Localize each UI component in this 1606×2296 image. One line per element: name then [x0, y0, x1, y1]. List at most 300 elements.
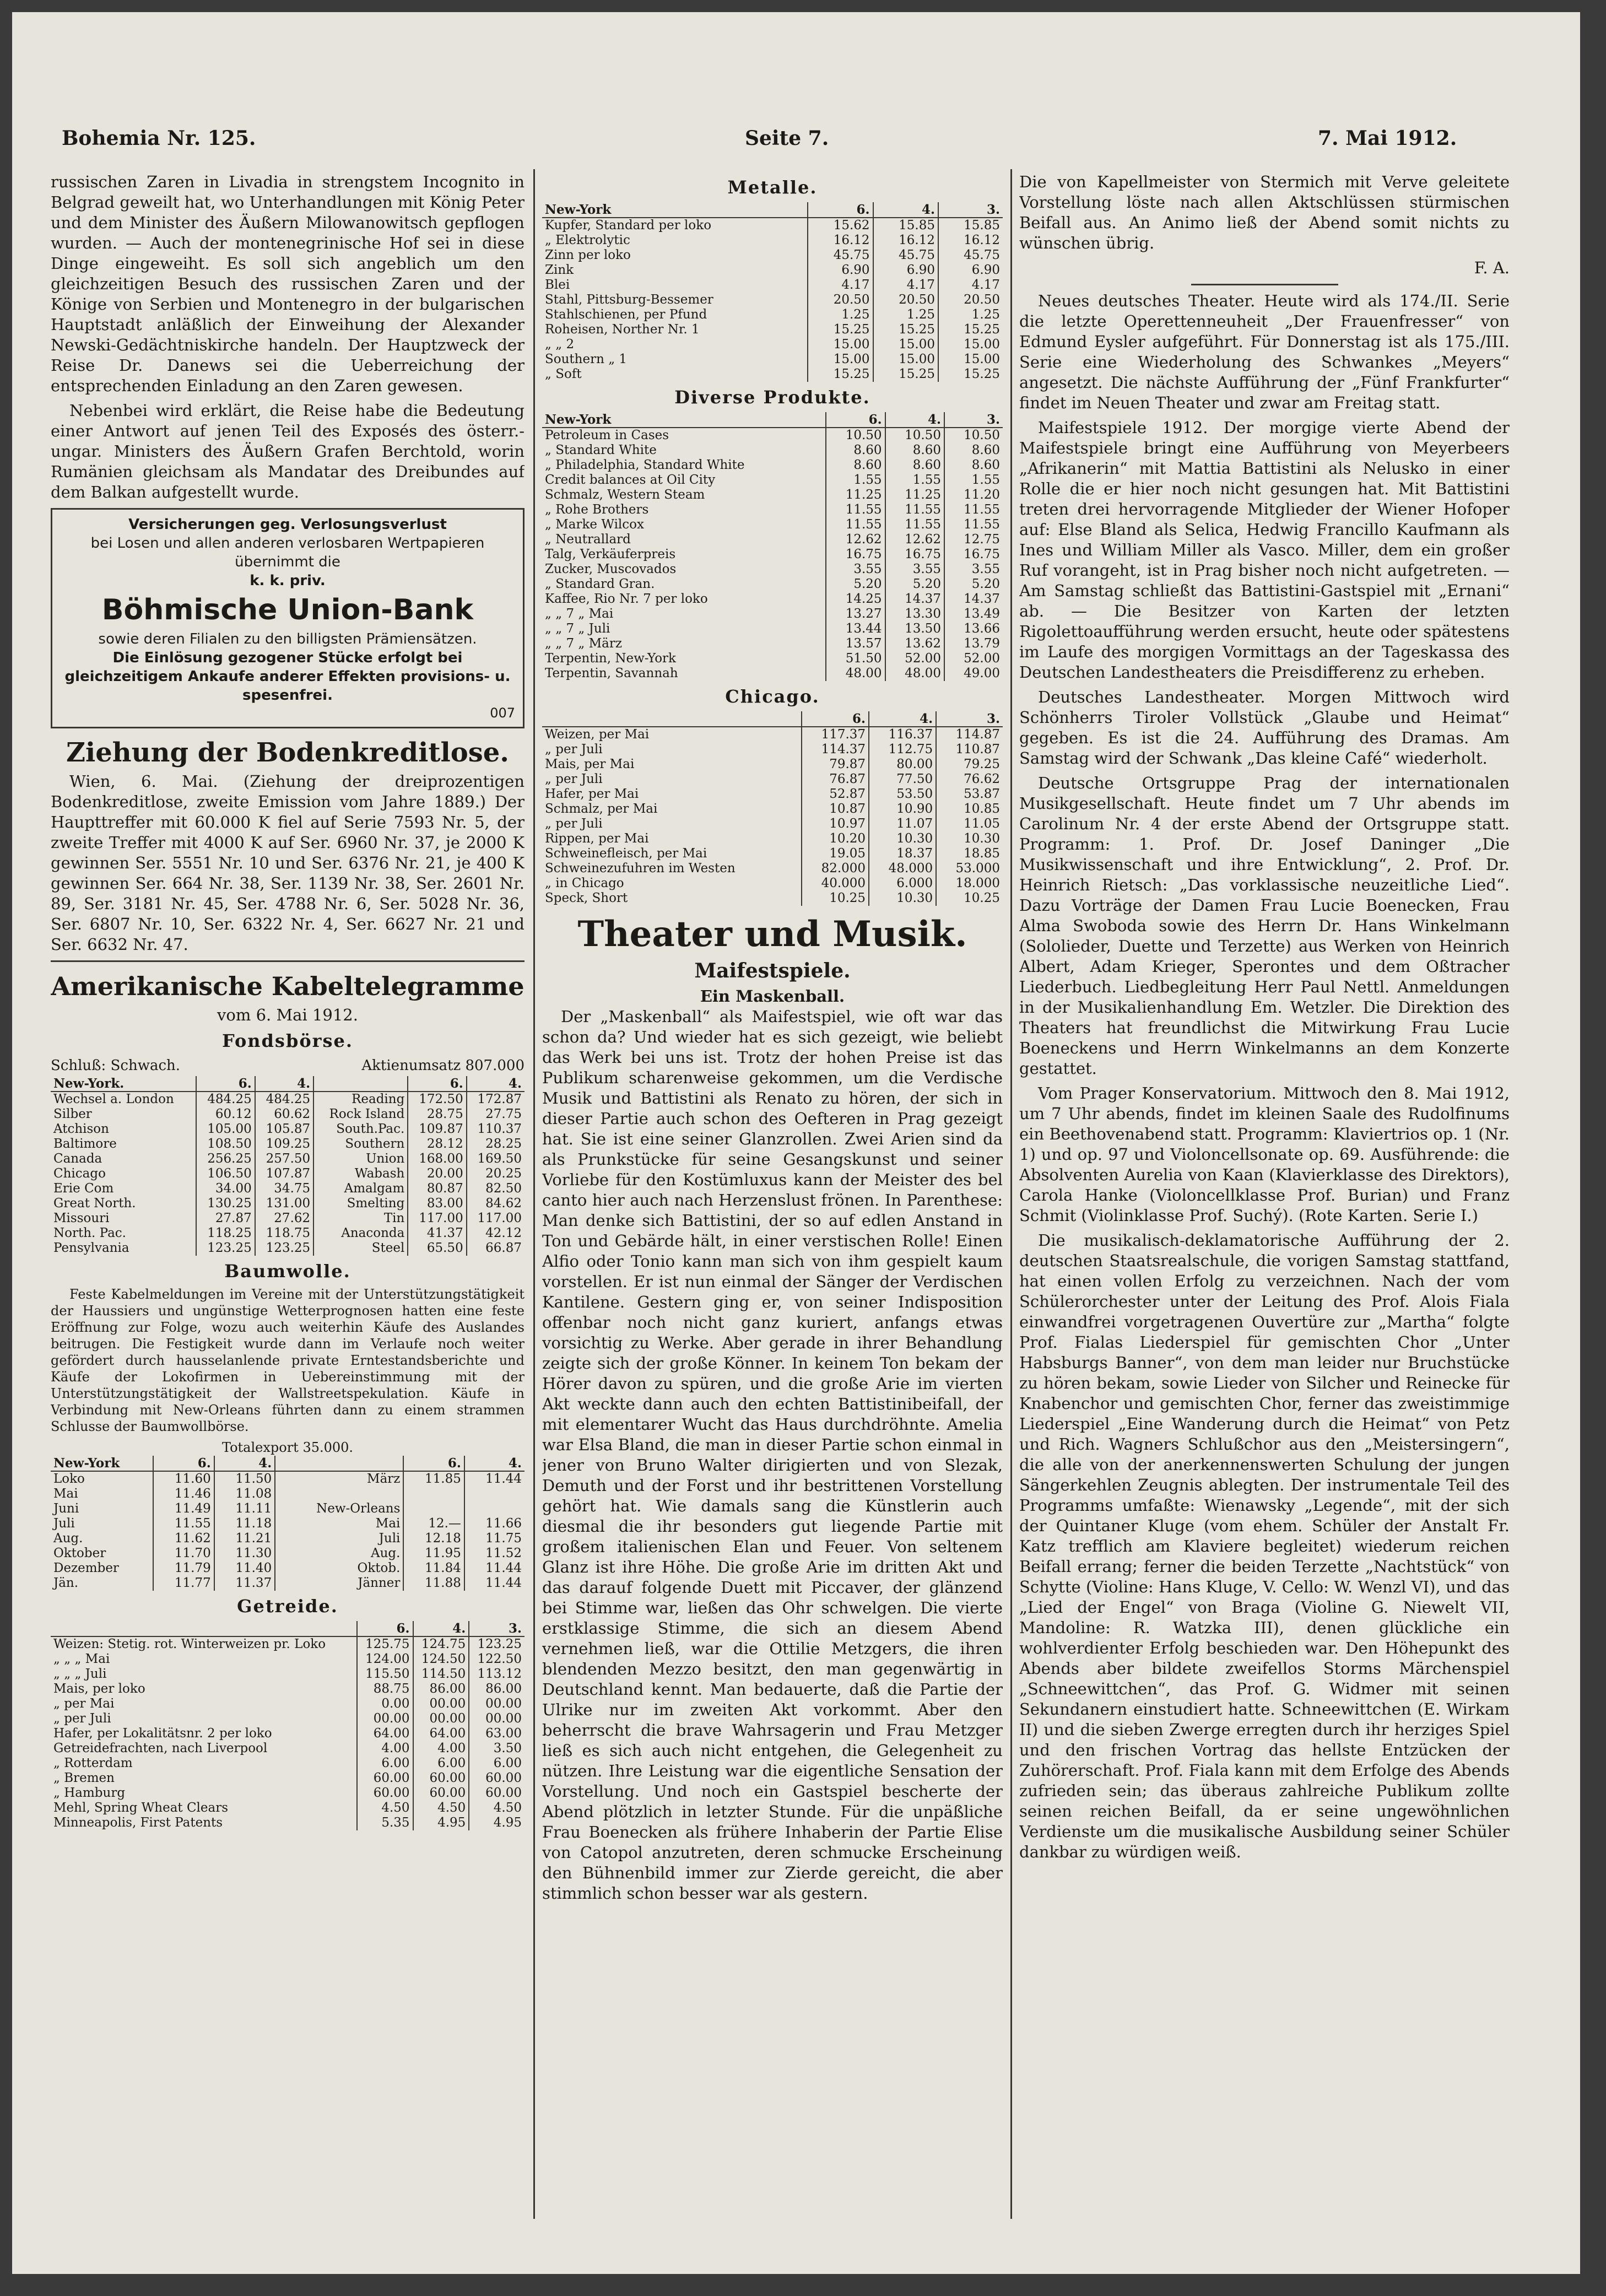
table-cell: 10.30 — [936, 831, 1003, 846]
table-cell: 15.25 — [873, 322, 938, 337]
notice-konservatorium: Vom Prager Konservatorium. Mittwoch den 8. Mai 1912, um 7 Uhr abends, findet im kleinen Saale des Rudolfinums ein Beethovenabend statt. Programm: Klaviertrios op. 1 (Nr. 1) und op. 97 und Violoncellsonate op. 69. Ausführende: die Absolventen Aurelia von Kaan (Klavierklasse des Direktors), Carola Hanke (Violoncellklasse Prof. Burian) und Franz Schmit (Violinklasse Prof. Suchý). (Rote Karten. Serie I.) — [1019, 1084, 1510, 1225]
table-cell: 51.50 — [826, 651, 885, 666]
table-cell: 8.60 — [944, 443, 1003, 458]
table-header-row — [542, 202, 1003, 218]
table-cell: 130.25 — [196, 1196, 255, 1211]
table-cell: 4.95 — [469, 1816, 524, 1830]
table-cell: Weizen: Stetig. rot. Winterweizen pr. Loko — [53, 1637, 326, 1651]
table-cell: 13.50 — [885, 622, 944, 636]
diverse-heading: Diverse Produkte. — [674, 387, 870, 408]
table-row — [542, 876, 1003, 891]
ziehung-text: Wien, 6. Mai. (Ziehung der dreiprozentigen Bodenkreditlose, zweite Emission vom Jahre 1889.) Der Haupttreffer mit 60.000 K fiel auf Serie 7593 Nr. 5, der zweite Treffer mit 4000 K auf Ser. 6960 Nr. 37, je 2000 K gewinnen Ser. 5551 Nr. 10 und Ser. 6376 Nr. 21, je 400 K gewinnen Ser. 664 Nr. 38, Ser. 1139 Nr. 38, Ser. 2601 Nr. 89, Ser. 3181 Nr. 45, Ser. 4788 Nr. 6, Ser. 5028 Nr. 36, Ser. 6807 Nr. 10, Ser. 6322 Nr. 4, Ser. 6627 Nr. 21 und Ser. 6632 Nr. 47. — [51, 772, 524, 954]
table-cell: Smelting — [313, 1196, 408, 1211]
ad-number: 007 — [490, 705, 515, 721]
table-row — [51, 1471, 524, 1487]
table-cell: 60.00 — [413, 1786, 469, 1801]
table-cell: 63.00 — [469, 1726, 524, 1741]
table-cell: 84.62 — [467, 1196, 524, 1211]
table-cell: 13.57 — [826, 636, 885, 651]
table-cell: „ „ „ Mai — [53, 1652, 110, 1666]
table-cell: 118.25 — [196, 1226, 255, 1241]
table-cell: 8.60 — [885, 458, 944, 473]
table-cell: 14.25 — [826, 592, 885, 607]
table-cell: 15.25 — [938, 322, 1003, 337]
table-cell: 6.00 — [357, 1756, 413, 1771]
notice-neues-theater: Neues deutsches Theater. Heute wird als 174./II. Serie die letzte Operettenneuheit „Der Frauenfresser“ von Edmund Eysler aufgeführt. Für Donnerstag ist als 175./III. Serie eine Wiederholung des Schwankes „Meyers“ angesetzt. Die nächste Aufführung der „Fünf Frankfurter“ findet im Neuen Theater und zwar am Freitag statt. — [1019, 291, 1510, 412]
table-cell: 169.50 — [467, 1152, 524, 1166]
chicago-heading: Chicago. — [725, 686, 820, 707]
table-cell: 76.87 — [802, 772, 869, 787]
table-row — [51, 1241, 524, 1256]
table-header-cell: 3. — [944, 412, 1003, 428]
table-cell: 124.50 — [413, 1652, 469, 1667]
table-cell: 8.60 — [944, 458, 1003, 473]
table-cell: Terpentin, Savannah — [545, 666, 678, 680]
table-header-cell: 4. — [873, 202, 938, 218]
table-header-cell: 4. — [885, 412, 944, 428]
ad-bank-name: Böhmische Union-Bank — [101, 593, 474, 626]
table-cell: 14.37 — [944, 592, 1003, 607]
table-cell: 83.00 — [408, 1196, 466, 1211]
table-row — [542, 278, 1003, 293]
table-cell: 10.50 — [944, 428, 1003, 443]
table-cell: 53.50 — [869, 787, 936, 802]
table-row — [542, 607, 1003, 622]
table-cell: Schweinefleisch, per Mai — [545, 846, 707, 861]
table-cell: 34.75 — [255, 1181, 313, 1196]
table-row — [542, 622, 1003, 636]
metalle-table — [542, 202, 1003, 382]
table-cell: 48.00 — [826, 666, 885, 681]
table-cell: 27.75 — [467, 1107, 524, 1122]
table-cell: Stahlschienen, per Pfund — [545, 307, 707, 322]
table-cell: Schmalz, Western Steam — [545, 488, 705, 502]
table-cell: 16.75 — [826, 547, 885, 562]
table-cell: Missouri — [53, 1211, 110, 1225]
table-row — [542, 772, 1003, 787]
table-cell: 00.00 — [469, 1697, 524, 1711]
table-cell: 76.62 — [936, 772, 1003, 787]
table-cell: Anaconda — [313, 1226, 408, 1241]
table-cell: 1.25 — [873, 307, 938, 322]
table-cell: 10.30 — [869, 891, 936, 906]
table-cell: 107.87 — [255, 1166, 313, 1181]
table-cell: 8.60 — [885, 443, 944, 458]
table-cell: 1.55 — [826, 473, 885, 488]
table-cell: 45.75 — [808, 248, 873, 263]
table-cell: 113.12 — [469, 1667, 524, 1682]
table-cell: 11.20 — [944, 488, 1003, 503]
table-row — [542, 636, 1003, 651]
table-cell: 28.75 — [408, 1107, 466, 1122]
author-signature: F. A. — [1474, 258, 1510, 277]
table-cell: „ per Juli — [545, 742, 603, 757]
fonds-aktien: Aktienumsatz 807.000 — [361, 1057, 524, 1074]
notice-staatsrealschule: Die musikalisch-deklamatorische Aufführung der 2. deutschen Staatsrealschule, die vorigen Samstag stattfand, hat einen vollen Erfolg zu verzeichnen. Nach der vom Schülerorchester unter der Leitung des Prof. Alois Fiala einwandfrei vorgetragenen Ouvertüre zur „Martha“ folgte Prof. Fialas Liederspiel für gemischten Chor „Unter Habsburgs Banner“, von dem man leider nur Bruchstücke zu hören bekam, sowie Lieder von Silcher und Reinecke für Knabenchor und gemischten Chor, ferner das zweistimmige Liederspiel „Eine Wanderung durch die Heimat“ von Petz und Rich. Wagners Schlußchor aus den „Meistersingern“, die alle von der anerkennenswerten Schulung der jungen Sängerkehlen Zeugnis ablegten. Der instrumentale Teil des Programms umfaßte: Wienawsky „Legende“, mit der sich der Quintaner Kluge (vom ehem. Schüler der Anstalt Fr. Katz trefflich am Klaviere begleitet) wiederum reichen Beifall errang; ferner die beiden Terzette „Nachtstück“ von Schytte (Violine: Hans Kluge, V. Cello: W. Wenzl VI), und das „Lied der Engel“ von Braga (Violine G. Niewelt VII, Mandoline: R. Watzka III), denen glückliche ein wohlverdienter Erfolg beschieden war. Den Höhepunkt des Abends aber bildete zweifellos Storms Märchenspiel „Schneewittchen“, das Prof. G. Widmer mit seinen Sekundanern einstudiert hatte. Schneewittchen (E. Wirkam II) und die sieben Zwerge erregten durch ihr herziges Spiel und den frischen Vortrag das hellste Entzücken der Zuhörerschaft. Prof. Fiala kann mit dem Erfolge des Abends zufrieden sein; das überaus zahlreiche Publikum zollte seinen reichen Beifall, da er seine ungewöhnlichen Verdienste um die musikalische Ausbildung seiner Schüler dankbar zu würdigen weiß. — [1019, 1231, 1510, 1861]
table-cell: Great North. — [53, 1196, 136, 1211]
table-cell: 172.87 — [467, 1092, 524, 1107]
fonds-schluss: Schluß: Schwach. — [51, 1057, 181, 1074]
table-cell: Weizen, per Mai — [545, 727, 650, 742]
table-header-cell: 4. — [214, 1456, 275, 1471]
table-cell: 49.00 — [944, 666, 1003, 681]
table-cell: 4.17 — [938, 278, 1003, 293]
table-cell — [464, 1501, 524, 1516]
table-cell: 60.00 — [469, 1771, 524, 1786]
table-cell: März — [275, 1471, 403, 1487]
table-cell: Schweinezufuhren im Westen — [545, 861, 736, 876]
table-cell: 5.20 — [826, 577, 885, 592]
table-cell: Mai — [53, 1487, 78, 1501]
table-cell: Union — [313, 1152, 408, 1166]
table-cell: 15.00 — [808, 337, 873, 352]
table-row — [51, 1152, 524, 1166]
diverse-table — [542, 412, 1003, 681]
table-cell: 16.75 — [944, 547, 1003, 562]
table-header-cell: 6. — [802, 711, 869, 727]
table-cell: Aug. — [275, 1546, 403, 1561]
table-cell: 11.25 — [826, 488, 885, 503]
table-cell: 168.00 — [408, 1152, 466, 1166]
table-row — [51, 1697, 524, 1711]
table-header-row — [542, 711, 1003, 727]
table-cell: 11.44 — [464, 1471, 524, 1487]
table-cell: 11.62 — [153, 1531, 214, 1546]
table-cell: „ Rotterdam — [53, 1756, 133, 1770]
table-cell: Mais, per loko — [53, 1682, 145, 1696]
table-row — [51, 1226, 524, 1241]
ad-line: bei Losen und allen anderen verlosbaren Wertpapieren übernimmt die — [90, 535, 485, 570]
table-cell: Wabash — [313, 1166, 408, 1181]
ziehung-heading: Ziehung der Bodenkreditlose. — [66, 737, 510, 768]
table-cell: „ „ 7 „ Juli — [545, 622, 610, 636]
table-cell: Amalgam — [313, 1181, 408, 1196]
table-header-cell: New-York — [542, 202, 808, 218]
table-cell: 80.00 — [869, 757, 936, 772]
table-cell: Aug. — [53, 1531, 83, 1546]
table-cell: 10.20 — [802, 831, 869, 846]
table-row — [542, 861, 1003, 876]
table-cell: 64.00 — [413, 1726, 469, 1741]
table-header-cell — [275, 1456, 403, 1471]
table-cell: 13.79 — [944, 636, 1003, 651]
article-text: russischen Zaren in Livadia in strengstem Incognito in Belgrad geweilt hat, wo Unterhandlungen mit König Peter und dem Minister des Äußern Milowanowitsch gepflogen wurden. — Auch der montenegrinische Hof sei in diese Dinge eingeweiht. Es soll sich angeblich um den gleichzeitigen Besuch des russischen Zaren und der Könige von Serbien und Montenegro in der bulgarischen Hauptstadt anläßlich der Einweihung der Alexander Newski-Gedächtniskirche handeln. Der Hauptzweck der Reise Dr. Danews sei die Ueberreichung der entsprechenden Einladung an den Zaren gewesen. — [51, 172, 524, 395]
table-cell: 27.62 — [255, 1211, 313, 1226]
theater-heading: Theater und Musik. — [577, 914, 967, 955]
header-left: Bohemia Nr. 125. — [62, 127, 256, 150]
table-header-cell: 4. — [255, 1076, 313, 1092]
table-row — [542, 248, 1003, 263]
totalexport: Totalexport 35.000. — [221, 1440, 354, 1455]
table-cell: 11.55 — [944, 517, 1003, 532]
table-cell: 10.30 — [869, 831, 936, 846]
table-cell: Mais, per Mai — [545, 757, 635, 771]
table-cell: Southern — [313, 1137, 408, 1152]
table-cell: Juni — [53, 1501, 79, 1516]
table-cell: 34.00 — [196, 1181, 255, 1196]
table-row — [542, 727, 1003, 742]
table-cell: 15.25 — [873, 367, 938, 382]
table-row — [542, 592, 1003, 607]
table-cell: 60.00 — [357, 1786, 413, 1801]
table-row — [51, 1636, 524, 1652]
table-cell: Canada — [53, 1152, 102, 1166]
table-row — [51, 1166, 524, 1181]
table-cell: 12.62 — [885, 532, 944, 547]
ad-line: Die Einlösung gezogener Stücke erfolgt bei gleichzeitigem Ankaufe anderer Effekten provisions- u. spesenfrei. — [64, 650, 511, 704]
table-cell: 110.87 — [936, 742, 1003, 757]
table-cell: Hafer, per Mai — [545, 787, 639, 801]
table-header-cell: 6. — [808, 202, 873, 218]
table-cell: Juli — [275, 1531, 403, 1546]
table-cell — [403, 1501, 464, 1516]
table-cell: 82.000 — [802, 861, 869, 876]
table-cell: 1.25 — [808, 307, 873, 322]
table-cell: 10.50 — [826, 428, 885, 443]
table-cell: „ Marke Wilcox — [545, 517, 644, 532]
table-cell: 28.12 — [408, 1137, 466, 1152]
table-cell: 11.84 — [403, 1561, 464, 1576]
table-cell: New-Orleans — [275, 1501, 403, 1516]
table-row — [51, 1487, 524, 1501]
table-cell: Zinn per loko — [545, 248, 631, 262]
table-row — [51, 1771, 524, 1786]
table-cell: 79.87 — [802, 757, 869, 772]
table-row — [51, 1726, 524, 1741]
table-cell: 10.85 — [936, 802, 1003, 817]
table-cell: 115.50 — [357, 1667, 413, 1682]
table-cell: Blei — [545, 278, 570, 292]
table-cell: 13.62 — [885, 636, 944, 651]
table-cell — [403, 1487, 464, 1501]
table-row — [51, 1546, 524, 1561]
table-row — [542, 802, 1003, 817]
table-cell: 53.87 — [936, 787, 1003, 802]
table-cell: 10.90 — [869, 802, 936, 817]
table-cell: Kaffee, Rio Nr. 7 per loko — [545, 592, 708, 606]
table-cell: 4.50 — [469, 1801, 524, 1816]
table-cell: 18.000 — [936, 876, 1003, 891]
table-cell: 11.46 — [153, 1487, 214, 1501]
table-header-cell: 3. — [936, 711, 1003, 727]
table-header-row — [51, 1076, 524, 1092]
table-cell: 11.79 — [153, 1561, 214, 1576]
getreide-table — [51, 1621, 524, 1830]
divider — [51, 960, 524, 962]
advertisement-box — [51, 508, 524, 728]
table-header-cell: 6. — [408, 1076, 466, 1092]
table-cell: 6.00 — [413, 1756, 469, 1771]
table-header-cell: 3. — [938, 202, 1003, 218]
table-cell: 124.00 — [357, 1652, 413, 1667]
table-cell: 8.60 — [826, 458, 885, 473]
table-cell: 14.37 — [885, 592, 944, 607]
table-cell: 10.97 — [802, 817, 869, 831]
table-cell: 6.90 — [873, 263, 938, 278]
table-header-cell — [313, 1076, 408, 1092]
table-cell: Roheisen, Norther Nr. 1 — [545, 322, 700, 337]
chicago-table — [542, 711, 1003, 906]
table-cell: 116.37 — [869, 727, 936, 742]
table-cell: Hafer, per Lokalitätsnr. 2 per loko — [53, 1726, 272, 1741]
table-cell: 257.50 — [255, 1152, 313, 1166]
column-3 — [1019, 172, 1510, 2260]
table-cell: 88.75 — [357, 1682, 413, 1697]
table-cell: Tin — [313, 1211, 408, 1226]
table-header-cell: 4. — [869, 711, 936, 727]
table-cell: „ Elektrolytic — [545, 233, 630, 247]
table-cell: 20.50 — [873, 293, 938, 307]
table-cell: 11.25 — [885, 488, 944, 503]
table-cell: Petroleum in Cases — [545, 428, 669, 442]
table-cell: 123.25 — [196, 1241, 255, 1256]
table-cell: 1.25 — [938, 307, 1003, 322]
table-row — [51, 1667, 524, 1682]
table-header-cell: 3. — [469, 1621, 524, 1636]
table-cell: 6.90 — [808, 263, 873, 278]
table-cell: 60.00 — [357, 1771, 413, 1786]
kabel-date: vom 6. Mai 1912. — [217, 1006, 358, 1024]
table-cell: 13.49 — [944, 607, 1003, 622]
table-cell: 11.08 — [214, 1487, 275, 1501]
baumwolle-text: Feste Kabelmeldungen im Vereine mit der Unterstützungstätigkeit der Haussiers und ungünstige Wetterprognosen hatten eine feste Eröffnung zur Folge, wozu auch weiterhin Käufe des Auslandes beitrugen. Die Festigkeit wurde dann im Verlaufe noch weiter gefördert durch hausselanlende private Erntestandsberichte und Käufe der Lokofirmen in Uebereinstimmung mit der Unterstützungstätigkeit der Wallstreetspekulation. Käufe in Verbindung mit New-Orleans führten dann zu einem strammen Schlusse der Baumwollbörse. — [51, 1287, 524, 1434]
table-cell: 16.12 — [873, 233, 938, 248]
table-cell: Oktober — [53, 1546, 106, 1560]
table-cell: 16.12 — [808, 233, 873, 248]
table-cell: „ per Juli — [545, 772, 603, 786]
metalle-heading: Metalle. — [727, 177, 818, 198]
table-cell: 6.00 — [469, 1756, 524, 1771]
table-cell: 123.25 — [469, 1636, 524, 1652]
table-cell: 11.70 — [153, 1546, 214, 1561]
table-cell: Schmalz, per Mai — [545, 802, 658, 816]
table-cell: 20.50 — [808, 293, 873, 307]
table-row — [51, 1801, 524, 1816]
table-cell: 12.— — [403, 1516, 464, 1531]
table-cell: 5.35 — [357, 1816, 413, 1830]
table-cell: 4.17 — [808, 278, 873, 293]
table-cell: 86.00 — [413, 1682, 469, 1697]
table-cell: „ Philadelphia, Standard White — [545, 458, 745, 472]
table-cell: 11.88 — [403, 1576, 464, 1591]
table-cell: Chicago — [53, 1166, 106, 1181]
table-cell: 110.37 — [467, 1122, 524, 1137]
table-cell: Southern „ 1 — [545, 352, 628, 366]
table-cell: 1.55 — [944, 473, 1003, 488]
table-cell: 8.60 — [826, 443, 885, 458]
table-cell: „ in Chicago — [545, 876, 624, 890]
table-cell: 6.90 — [938, 263, 1003, 278]
table-cell: 60.00 — [469, 1786, 524, 1801]
table-cell: 11.49 — [153, 1501, 214, 1516]
table-cell: 6.000 — [869, 876, 936, 891]
table-cell: „ per Mai — [53, 1697, 115, 1711]
column-2 — [542, 172, 1003, 2260]
table-cell: 15.25 — [938, 367, 1003, 382]
table-cell: 11.55 — [885, 503, 944, 517]
table-row — [51, 1137, 524, 1152]
table-cell: 15.00 — [873, 337, 938, 352]
table-row — [51, 1107, 524, 1122]
table-cell: 15.62 — [808, 218, 873, 233]
table-header-cell: 6. — [403, 1456, 464, 1471]
table-cell: Erie Com — [53, 1181, 114, 1196]
table-cell: 12.62 — [826, 532, 885, 547]
column-rule — [533, 169, 535, 2219]
table-cell: 28.25 — [467, 1137, 524, 1152]
table-row — [542, 473, 1003, 488]
table-row — [542, 831, 1003, 846]
table-cell: 4.95 — [413, 1816, 469, 1830]
table-cell: 00.00 — [413, 1697, 469, 1711]
table-cell: 109.87 — [408, 1122, 466, 1137]
table-header-cell: 6. — [826, 412, 885, 428]
table-row — [542, 577, 1003, 592]
table-cell: 11.37 — [214, 1576, 275, 1591]
table-cell: Jänner — [275, 1576, 403, 1591]
table-cell: 13.66 — [944, 622, 1003, 636]
table-row — [542, 337, 1003, 352]
table-cell: „ Neutrallard — [545, 532, 631, 547]
table-cell: 125.75 — [357, 1636, 413, 1652]
table-row — [51, 1576, 524, 1591]
column-1 — [51, 172, 524, 2260]
table-cell: 114.50 — [413, 1667, 469, 1682]
table-row — [542, 307, 1003, 322]
table-cell: 3.55 — [826, 562, 885, 577]
table-cell: Rock Island — [313, 1107, 408, 1122]
table-cell: 11.75 — [464, 1531, 524, 1546]
table-cell: 0.00 — [357, 1697, 413, 1711]
table-cell: 00.00 — [357, 1711, 413, 1726]
table-cell: 108.50 — [196, 1137, 255, 1152]
table-cell: 15.25 — [808, 367, 873, 382]
table-cell: Minneapolis, First Patents — [53, 1816, 223, 1830]
table-cell: Terpentin, New-York — [545, 651, 676, 666]
table-cell: 117.00 — [467, 1211, 524, 1226]
header-date: 7. Mai 1912. — [1318, 127, 1457, 150]
table-header-cell: 4. — [464, 1456, 524, 1471]
table-cell: 41.37 — [408, 1226, 466, 1241]
ad-line: Versicherungen geg. Verlosungsverlust — [128, 516, 447, 533]
table-row — [542, 443, 1003, 458]
table-cell: „ „ 7 „ März — [545, 636, 622, 651]
table-cell: 4.00 — [413, 1741, 469, 1756]
table-cell: 15.85 — [873, 218, 938, 233]
table-cell: 15.00 — [808, 352, 873, 367]
table-cell: 10.87 — [802, 802, 869, 817]
table-cell: „ „ 7 „ Mai — [545, 607, 614, 621]
ad-line: sowie deren Filialen zu den billigsten Prämiensätzen. — [98, 631, 477, 647]
table-cell: 52.87 — [802, 787, 869, 802]
table-row — [51, 1196, 524, 1211]
table-cell: 15.00 — [938, 352, 1003, 367]
table-cell: 5.20 — [885, 577, 944, 592]
table-row — [542, 322, 1003, 337]
table-cell: 172.50 — [408, 1092, 466, 1107]
table-cell: 42.12 — [467, 1226, 524, 1241]
table-cell: 86.00 — [469, 1682, 524, 1697]
table-row — [51, 1561, 524, 1576]
table-header-cell: 6. — [153, 1456, 214, 1471]
table-cell: 11.30 — [214, 1546, 275, 1561]
header-page-number: Seite 7. — [745, 127, 829, 150]
table-cell: Speck, Short — [545, 891, 628, 905]
table-cell: Zucker, Muscovados — [545, 562, 677, 576]
table-cell: 00.00 — [413, 1711, 469, 1726]
table-row — [51, 1652, 524, 1667]
table-cell: 20.25 — [467, 1166, 524, 1181]
